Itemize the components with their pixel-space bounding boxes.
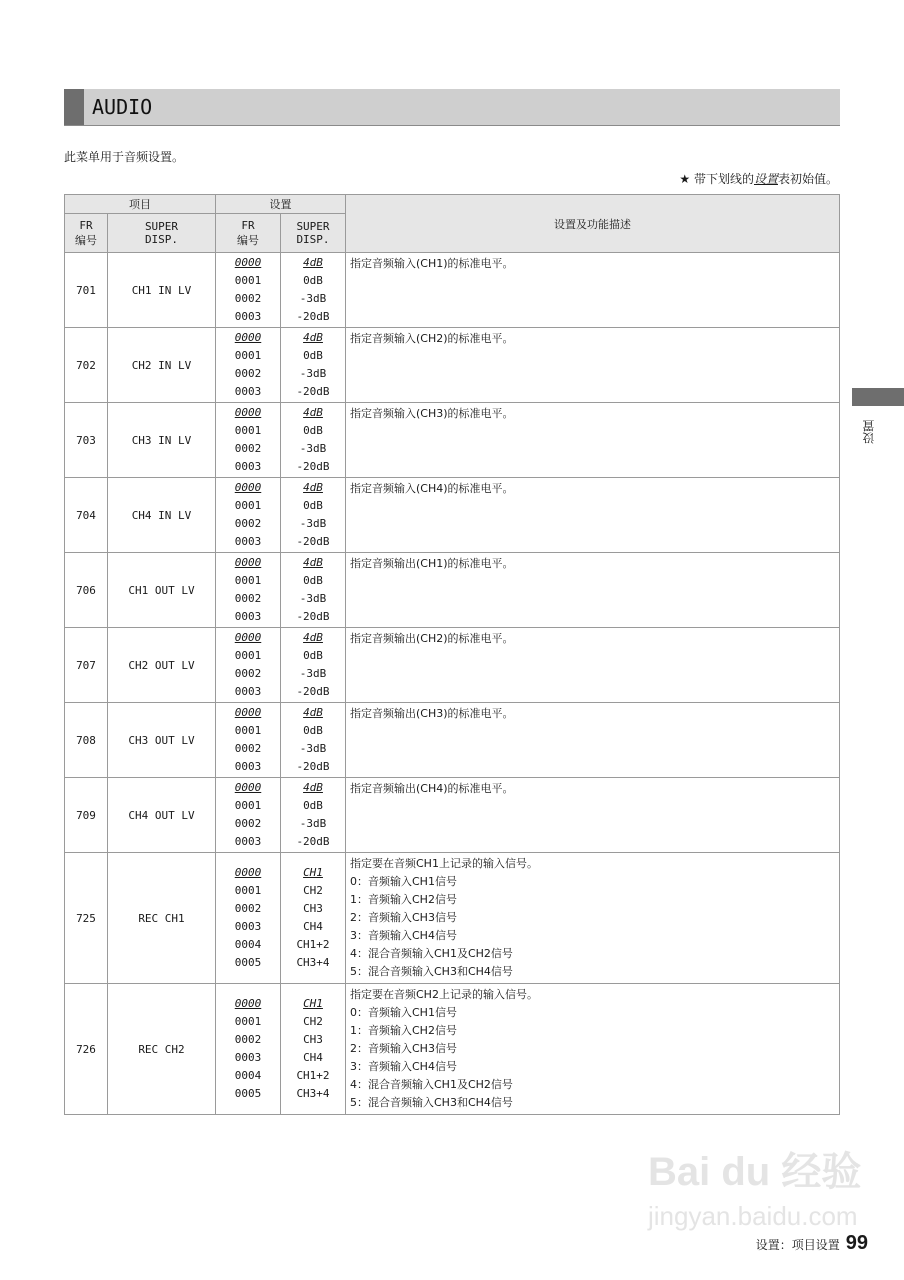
setting-value: -3dB: [299, 367, 327, 380]
row-setting-values: [281, 403, 346, 478]
row-description: [346, 778, 840, 853]
section-header: [64, 89, 840, 126]
table-row: [65, 703, 840, 778]
description-line: 2：音频输入CH3信号: [350, 911, 457, 924]
setting-code: 0004: [234, 1069, 262, 1082]
star-icon: ★: [679, 172, 691, 186]
section-title: AUDIO: [92, 95, 153, 119]
row-super-disp: CH2 IN LV: [108, 328, 216, 403]
description-line: 指定音频输入(CH2)的标准电平。: [350, 332, 514, 345]
setting-value: 0dB: [303, 799, 323, 812]
setting-value: -3dB: [299, 592, 327, 605]
row-fr-number: 725: [65, 853, 108, 984]
setting-code: 0000: [234, 256, 262, 269]
watermark-url: jingyan.baidu.com: [648, 1201, 858, 1231]
row-setting-values: [281, 703, 346, 778]
setting-code: 0004: [234, 938, 262, 951]
row-setting-codes: [216, 478, 281, 553]
setting-value: -3dB: [299, 817, 327, 830]
setting-code: 0000: [234, 331, 262, 344]
setting-code: 0000: [234, 866, 262, 879]
description-line: 指定音频输出(CH3)的标准电平。: [350, 707, 514, 720]
table-row: [65, 403, 840, 478]
row-setting-codes: [216, 984, 281, 1115]
setting-code: 0002: [234, 1033, 262, 1046]
row-super-disp: CH3 IN LV: [108, 403, 216, 478]
setting-code: 0002: [234, 592, 262, 605]
row-setting-values: [281, 853, 346, 984]
setting-value: -3dB: [299, 292, 327, 305]
description-line: 4：混合音频输入CH1及CH2信号: [350, 947, 513, 960]
setting-value: CH1+2: [296, 1069, 330, 1082]
setting-value: 4dB: [303, 706, 323, 719]
row-description: [346, 403, 840, 478]
footer-section-label: 设置：项目设置: [755, 1238, 840, 1252]
setting-value: CH2: [303, 1015, 323, 1028]
row-super-disp: CH1 IN LV: [108, 253, 216, 328]
setting-value: CH1: [303, 997, 323, 1010]
row-description: [346, 553, 840, 628]
description-line: 4：混合音频输入CH1及CH2信号: [350, 1078, 513, 1091]
setting-code: 0000: [234, 406, 262, 419]
setting-value: 4dB: [303, 781, 323, 794]
setting-value: -20dB: [296, 760, 330, 773]
table-row: [65, 553, 840, 628]
row-setting-values: [281, 628, 346, 703]
header-setting-fr: FR 编号: [216, 214, 281, 253]
row-description: [346, 703, 840, 778]
setting-code: 0002: [234, 442, 262, 455]
setting-value: 0dB: [303, 649, 323, 662]
setting-value: 0dB: [303, 499, 323, 512]
row-fr-number: 726: [65, 984, 108, 1115]
setting-value: -3dB: [299, 742, 327, 755]
intro-text: 此菜单用于音频设置。: [64, 150, 185, 164]
page-number: 99: [845, 1232, 868, 1254]
row-fr-number: 707: [65, 628, 108, 703]
description-line: 指定音频输出(CH2)的标准电平。: [350, 632, 514, 645]
setting-code: 0003: [234, 920, 262, 933]
setting-value: CH3: [303, 1033, 323, 1046]
description-line: 指定音频输出(CH4)的标准电平。: [350, 782, 514, 795]
row-fr-number: 704: [65, 478, 108, 553]
table-row: [65, 253, 840, 328]
setting-code: 0003: [234, 460, 262, 473]
row-fr-number: 702: [65, 328, 108, 403]
setting-code: 0005: [234, 956, 262, 969]
setting-value: CH3+4: [296, 956, 330, 969]
setting-code: 0003: [234, 685, 262, 698]
row-setting-values: [281, 553, 346, 628]
setting-value: -3dB: [299, 442, 327, 455]
row-setting-values: [281, 328, 346, 403]
row-fr-number: 709: [65, 778, 108, 853]
setting-code: 0001: [234, 724, 262, 737]
description-line: 3：音频输入CH4信号: [350, 1060, 457, 1073]
setting-code: 0003: [234, 535, 262, 548]
setting-code: 0001: [234, 424, 262, 437]
row-description: [346, 328, 840, 403]
row-super-disp: CH4 IN LV: [108, 478, 216, 553]
setting-code: 0001: [234, 274, 262, 287]
row-fr-number: 706: [65, 553, 108, 628]
setting-code: 0001: [234, 884, 262, 897]
description-line: 3：音频输入CH4信号: [350, 929, 457, 942]
description-line: 5：混合音频输入CH3和CH4信号: [350, 965, 513, 978]
header-item-group: 项目: [65, 195, 216, 214]
setting-value: 4dB: [303, 406, 323, 419]
setting-code: 0000: [234, 706, 262, 719]
setting-value: CH3+4: [296, 1087, 330, 1100]
description-line: 指定要在音频CH1上记录的输入信号。: [350, 857, 538, 870]
default-value-note: ★ 带下划线的设置表初始值。: [679, 172, 838, 186]
setting-value: -20dB: [296, 610, 330, 623]
row-description: [346, 853, 840, 984]
setting-value: -20dB: [296, 310, 330, 323]
row-setting-codes: [216, 628, 281, 703]
side-chapter-label: 设置: [862, 420, 876, 444]
setting-code: 0003: [234, 835, 262, 848]
setting-value: CH1+2: [296, 938, 330, 951]
setting-code: 0001: [234, 574, 262, 587]
row-super-disp: CH3 OUT LV: [108, 703, 216, 778]
setting-code: 0002: [234, 817, 262, 830]
header-description: 设置及功能描述: [346, 195, 840, 253]
page-footer: [756, 1232, 868, 1255]
row-super-disp: REC CH2: [108, 984, 216, 1115]
row-setting-values: [281, 778, 346, 853]
setting-code: 0003: [234, 385, 262, 398]
watermark: [648, 1150, 861, 1238]
setting-code: 0002: [234, 742, 262, 755]
row-super-disp: CH2 OUT LV: [108, 628, 216, 703]
description-line: 指定音频输入(CH4)的标准电平。: [350, 482, 514, 495]
setting-code: 0000: [234, 781, 262, 794]
setting-value: CH3: [303, 902, 323, 915]
setting-value: 4dB: [303, 331, 323, 344]
row-setting-codes: [216, 328, 281, 403]
row-super-disp: REC CH1: [108, 853, 216, 984]
setting-code: 0002: [234, 292, 262, 305]
watermark-brand: Bai du 经验: [648, 1150, 862, 1194]
header-item-super-disp: SUPER DISP.: [108, 214, 216, 253]
description-line: 指定音频输出(CH1)的标准电平。: [350, 557, 514, 570]
setting-value: 0dB: [303, 574, 323, 587]
table-row: [65, 478, 840, 553]
description-line: 指定音频输入(CH3)的标准电平。: [350, 407, 514, 420]
setting-value: -3dB: [299, 667, 327, 680]
setting-value: 4dB: [303, 481, 323, 494]
setting-value: CH2: [303, 884, 323, 897]
table-row: [65, 328, 840, 403]
description-line: 0：音频输入CH1信号: [350, 875, 457, 888]
setting-value: 0dB: [303, 274, 323, 287]
setting-value: 4dB: [303, 256, 323, 269]
table-row: [65, 853, 840, 984]
side-chapter-tab: [852, 388, 904, 406]
table-row: [65, 778, 840, 853]
row-super-disp: CH4 OUT LV: [108, 778, 216, 853]
row-fr-number: 703: [65, 403, 108, 478]
setting-value: 4dB: [303, 556, 323, 569]
setting-value: -20dB: [296, 835, 330, 848]
setting-code: 0005: [234, 1087, 262, 1100]
audio-settings-table: [64, 194, 840, 1115]
row-description: [346, 253, 840, 328]
setting-code: 0003: [234, 760, 262, 773]
row-setting-codes: [216, 703, 281, 778]
row-setting-codes: [216, 403, 281, 478]
header-setting-super-disp: SUPER DISP.: [281, 214, 346, 253]
setting-code: 0003: [234, 310, 262, 323]
setting-value: -20dB: [296, 685, 330, 698]
setting-code: 0001: [234, 799, 262, 812]
table-row: [65, 628, 840, 703]
description-line: 0：音频输入CH1信号: [350, 1006, 457, 1019]
section-accent-block: [64, 89, 84, 125]
setting-value: -3dB: [299, 517, 327, 530]
header-item-fr: FR 编号: [65, 214, 108, 253]
setting-value: CH1: [303, 866, 323, 879]
row-super-disp: CH1 OUT LV: [108, 553, 216, 628]
setting-code: 0002: [234, 902, 262, 915]
setting-code: 0002: [234, 367, 262, 380]
row-description: [346, 478, 840, 553]
row-fr-number: 708: [65, 703, 108, 778]
setting-code: 0000: [234, 997, 262, 1010]
setting-value: CH4: [303, 920, 323, 933]
setting-value: 0dB: [303, 724, 323, 737]
row-setting-values: [281, 253, 346, 328]
setting-code: 0001: [234, 649, 262, 662]
row-description: [346, 628, 840, 703]
setting-value: 0dB: [303, 424, 323, 437]
setting-code: 0003: [234, 610, 262, 623]
description-line: 指定音频输入(CH1)的标准电平。: [350, 257, 514, 270]
setting-value: CH4: [303, 1051, 323, 1064]
row-setting-codes: [216, 853, 281, 984]
setting-value: -20dB: [296, 385, 330, 398]
row-setting-codes: [216, 778, 281, 853]
setting-code: 0001: [234, 349, 262, 362]
description-line: 1：音频输入CH2信号: [350, 893, 457, 906]
setting-code: 0002: [234, 667, 262, 680]
header-setting-group: 设置: [216, 195, 346, 214]
setting-code: 0000: [234, 481, 262, 494]
setting-value: -20dB: [296, 535, 330, 548]
setting-code: 0000: [234, 631, 262, 644]
row-setting-codes: [216, 253, 281, 328]
row-setting-values: [281, 478, 346, 553]
row-description: [346, 984, 840, 1115]
row-setting-codes: [216, 553, 281, 628]
setting-code: 0003: [234, 1051, 262, 1064]
setting-code: 0002: [234, 517, 262, 530]
description-line: 2：音频输入CH3信号: [350, 1042, 457, 1055]
setting-code: 0001: [234, 1015, 262, 1028]
description-line: 指定要在音频CH2上记录的输入信号。: [350, 988, 538, 1001]
setting-code: 0001: [234, 499, 262, 512]
setting-value: 4dB: [303, 631, 323, 644]
setting-value: -20dB: [296, 460, 330, 473]
description-line: 1：音频输入CH2信号: [350, 1024, 457, 1037]
setting-value: 0dB: [303, 349, 323, 362]
table-row: [65, 984, 840, 1115]
description-line: 5：混合音频输入CH3和CH4信号: [350, 1096, 513, 1109]
setting-code: 0000: [234, 556, 262, 569]
row-fr-number: 701: [65, 253, 108, 328]
row-setting-values: [281, 984, 346, 1115]
